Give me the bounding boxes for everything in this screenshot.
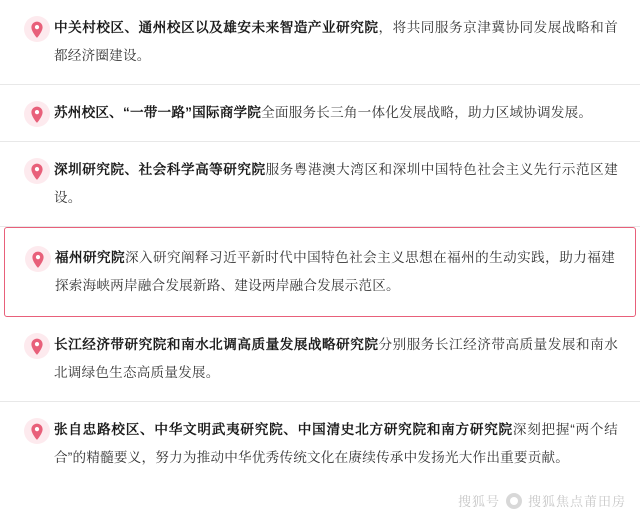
list-item-bold: 福州研究院 — [55, 250, 126, 265]
map-pin-icon — [25, 246, 51, 272]
pin-icon-wrap — [20, 331, 54, 359]
list-item[interactable] — [0, 0, 640, 85]
list-item-text — [54, 14, 618, 70]
list-item-rest: ，将共同服务京津冀协同发展战略和首都经济圈建设。 — [54, 20, 618, 63]
list-item-rest: 服务粤港澳大湾区和深圳中国特色社会主义先行示范区建设。 — [54, 162, 619, 205]
list-item-bold: 中关村校区、通州校区以及雄安未来智造产业研究院 — [54, 20, 379, 35]
map-pin-icon — [24, 101, 50, 127]
pin-icon-wrap — [20, 14, 54, 42]
list-item-bold: 苏州校区、“一带一路”国际商学院 — [54, 105, 262, 120]
watermark — [458, 491, 626, 510]
list-item-rest: 分别服务长江经济带高质量发展和南水北调绿色生态高质量发展。 — [54, 337, 618, 380]
pin-icon-wrap — [21, 244, 55, 272]
pin-icon-wrap — [20, 156, 54, 184]
list-item-text — [54, 156, 618, 212]
list-item[interactable] — [0, 142, 640, 227]
list-item-text — [54, 331, 618, 387]
list-item[interactable] — [0, 85, 640, 142]
list-item-bold: 张自忠路校区、中华文明武夷研究院、中国清史北方研究院和南方研究院 — [54, 422, 513, 437]
map-pin-icon — [24, 158, 50, 184]
map-pin-icon — [24, 418, 50, 444]
map-pin-icon — [24, 16, 50, 42]
list-item[interactable] — [0, 317, 640, 402]
list-item-text — [54, 99, 618, 127]
list-item-bold: 深圳研究院、社会科学高等研究院 — [54, 162, 266, 177]
pin-icon-wrap — [20, 416, 54, 444]
pin-icon-wrap — [20, 99, 54, 127]
list-item-bold: 长江经济带研究院和南水北调高质量发展战略研究院 — [54, 337, 379, 352]
list-item-text — [54, 416, 618, 472]
list-item-rest: 全面服务长三角一体化发展战略，助力区域协调发展。 — [261, 105, 593, 120]
map-pin-icon — [24, 333, 50, 359]
list-item-rest: 深入研究阐释习近平新时代中国特色社会主义思想在福州的生动实践，助力福建探索海峡两岸融合发展新路、建设两岸融合发展示范区。 — [55, 250, 616, 293]
list-item[interactable] — [0, 402, 640, 486]
sohu-logo-icon — [506, 493, 522, 509]
list-item-highlighted[interactable] — [4, 227, 636, 317]
watermark-right-text: 搜狐焦点莆田房 — [527, 494, 626, 509]
list-item-rest: 深刻把握“两个结合”的精髓要义，努力为推动中华优秀传统文化在赓续传承中发扬光大作出重要贡献。 — [54, 422, 618, 465]
watermark-left-text: 搜狐号 — [457, 494, 500, 509]
list-item-text — [55, 244, 615, 300]
